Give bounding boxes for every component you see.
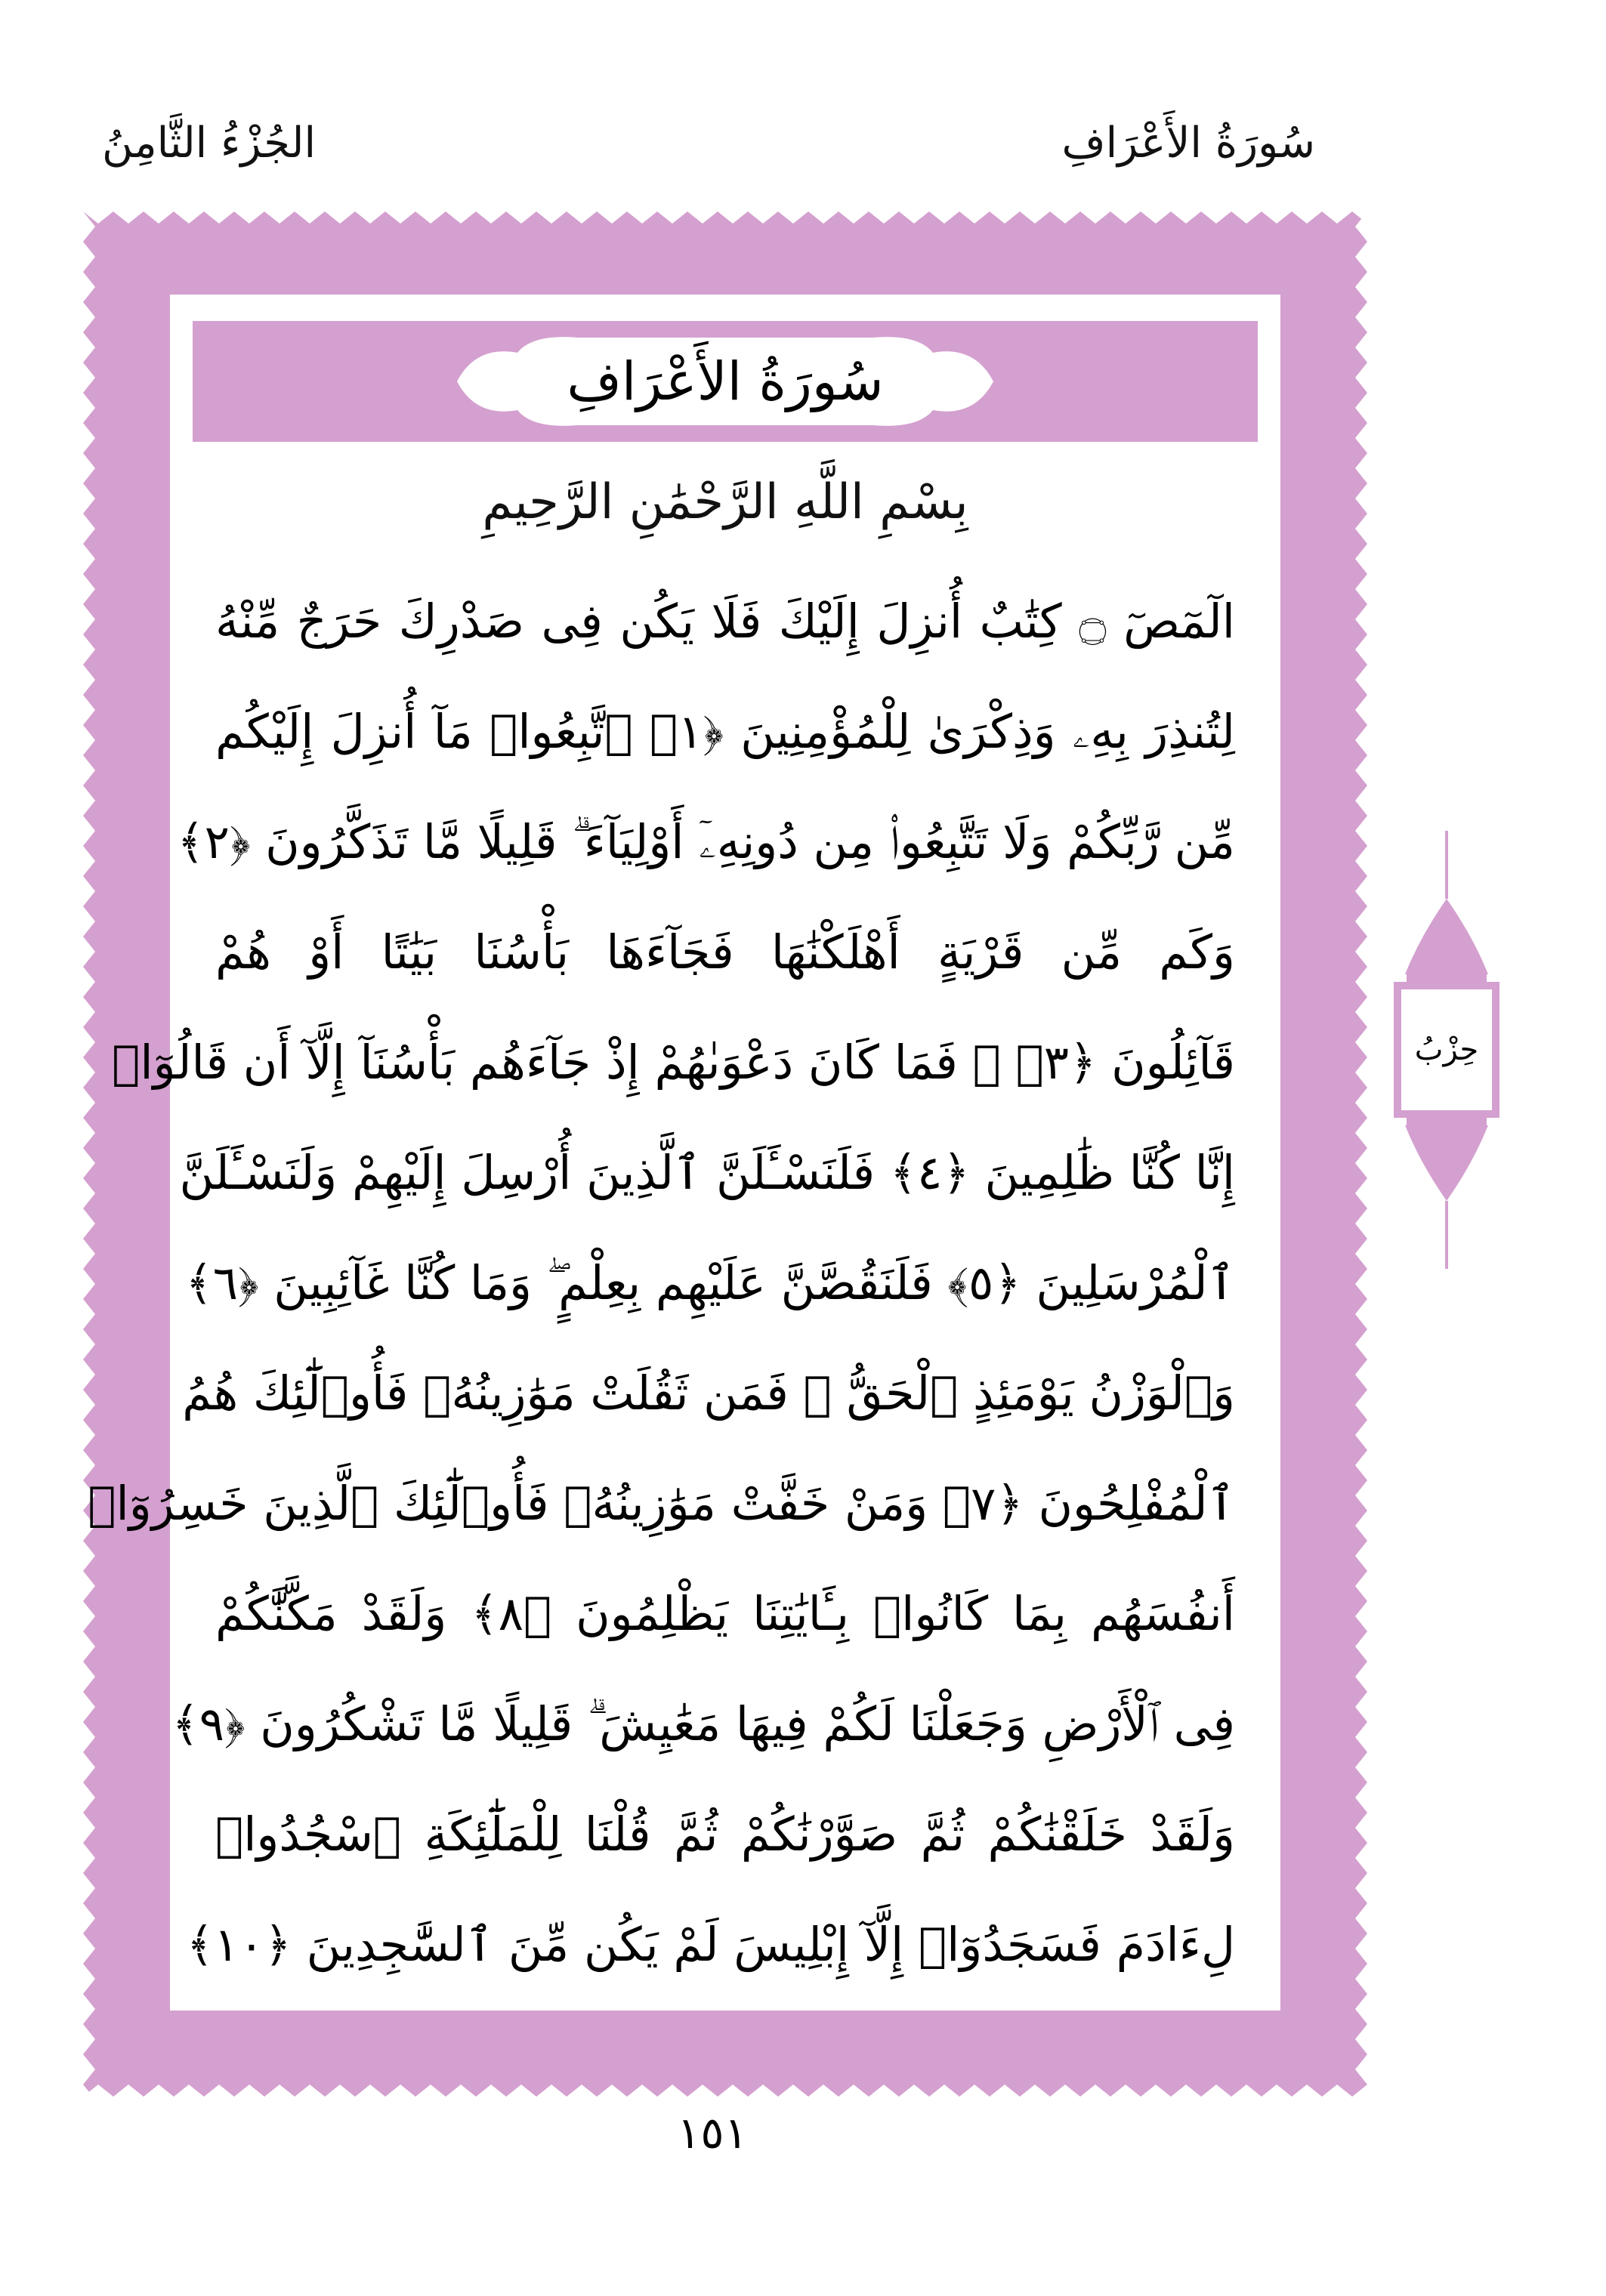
- surah-title-band: [193, 321, 1258, 442]
- frame-edge-notch: [1080, 2085, 1110, 2097]
- frame-edge-notch: [83, 1420, 95, 1450]
- frame-edge-notch: [174, 2085, 204, 2097]
- frame-edge-notch: [174, 211, 204, 224]
- frame-edge-notch: [839, 211, 869, 224]
- frame-edge-notch: [1171, 211, 1201, 224]
- frame-edge-notch: [1355, 1541, 1367, 1571]
- frame-edge-notch: [1141, 2085, 1171, 2097]
- frame-edge-notch: [1355, 937, 1367, 967]
- frame-edge-notch: [83, 604, 95, 634]
- frame-edge-notch: [1355, 695, 1367, 725]
- frame-edge-notch: [83, 695, 95, 725]
- frame-edge-notch: [385, 211, 415, 224]
- verse-line: وَكَم مِّن قَرْيَةٍ أَهْلَكْنَٰهَا فَجَآءَهَا بَأْسُنَا بَيَٰتًا أَوْ هُمْ: [215, 924, 1235, 980]
- frame-edge-notch: [83, 1027, 95, 1057]
- verse-line: لِتُنذِرَ بِهِۦ وَذِكْرَىٰ لِلْمُؤْمِنِينَ ﴿١﴾ ٱتَّبِعُوا۟ مَآ أُنزِلَ إِلَيْكُم: [215, 704, 1235, 759]
- frame-edge-notch: [627, 2085, 657, 2097]
- frame-edge-notch: [1355, 1480, 1367, 1511]
- text-panel: [88, 295, 1280, 2011]
- frame-edge-notch: [1355, 1843, 1367, 1873]
- frame-edge-notch: [83, 785, 95, 816]
- frame-edge-notch: [325, 211, 355, 224]
- frame-edge-notch: [476, 211, 506, 224]
- frame-edge-notch: [1355, 1813, 1367, 1843]
- frame-edge-notch: [1355, 1329, 1367, 1359]
- frame-edge-notch: [83, 634, 95, 665]
- frame-edge-notch: [1355, 242, 1367, 272]
- frame-edge-notch: [83, 2054, 95, 2085]
- frame-edge-notch: [1355, 876, 1367, 906]
- frame-edge-notch: [1355, 1088, 1367, 1118]
- frame-edge-notch: [1355, 1601, 1367, 1631]
- frame-edge-notch: [1231, 2085, 1262, 2097]
- frame-edge-notch: [1355, 1782, 1367, 1813]
- frame-edge-notch: [1355, 604, 1367, 634]
- frame-edge-notch: [657, 2085, 687, 2097]
- frame-edge-notch: [1020, 211, 1050, 224]
- frame-edge-notch: [990, 211, 1020, 224]
- frame-edge-notch: [83, 1088, 95, 1118]
- frame-edge-notch: [83, 937, 95, 967]
- frame-edge-notch: [83, 1964, 95, 1994]
- frame-edge-notch: [83, 1329, 95, 1359]
- frame-edge-notch: [1355, 1299, 1367, 1329]
- frame-edge-notch: [1355, 2054, 1367, 2085]
- frame-edge-notch: [83, 1722, 95, 1752]
- frame-edge-notch: [1292, 211, 1322, 224]
- frame-edge-notch: [536, 2085, 567, 2097]
- frame-edge-notch: [1355, 1752, 1367, 1782]
- hizb-label: حِزْبُ: [1414, 1032, 1479, 1067]
- frame-edge-notch: [1355, 906, 1367, 937]
- frame-edge-notch: [1141, 211, 1171, 224]
- frame-edge-notch: [959, 211, 990, 224]
- frame-edge-notch: [264, 2085, 295, 2097]
- frame-edge-notch: [385, 2085, 415, 2097]
- frame-edge-notch: [83, 242, 95, 272]
- frame-edge-notch: [597, 211, 627, 224]
- frame-edge-notch: [83, 1239, 95, 1269]
- frame-edge-notch: [83, 363, 95, 393]
- frame-edge-notch: [1355, 1631, 1367, 1662]
- frame-edge-notch: [1201, 2085, 1231, 2097]
- frame-edge-notch: [83, 1057, 95, 1088]
- frame-edge-notch: [1355, 1511, 1367, 1541]
- frame-edge-notch: [83, 2024, 95, 2054]
- frame-edge-notch: [204, 211, 234, 224]
- frame-edge-notch: [83, 967, 95, 997]
- frame-edge-notch: [1355, 423, 1367, 453]
- frame-edge-notch: [1355, 1148, 1367, 1178]
- verse-line: الٓمٓصٓ ۝ كِتَٰبٌ أُنزِلَ إِلَيْكَ فَلَا يَكُن فِى صَدْرِكَ حَرَجٌ مِّنْهُ: [215, 594, 1235, 649]
- frame-edge-notch: [446, 2085, 476, 2097]
- frame-edge-notch: [1355, 1390, 1367, 1420]
- frame-edge-notch: [567, 2085, 597, 2097]
- frame-edge-notch: [869, 2085, 899, 2097]
- frame-edge-notch: [234, 2085, 264, 2097]
- frame-edge-notch: [83, 1873, 95, 1903]
- frame-edge-notch: [506, 211, 536, 224]
- frame-edge-notch: [83, 1148, 95, 1178]
- frame-edge-notch: [1355, 1118, 1367, 1148]
- verse-line: لِءَادَمَ فَسَجَدُوٓا۟ إِلَّآ إِبْلِيسَ لَمْ يَكُن مِّنَ ٱلسَّٰجِدِينَ ﴿١٠﴾: [186, 1917, 1235, 1972]
- verse-line: قَآئِلُونَ ﴿٣﴾ ۞ فَمَا كَانَ دَعْوَىٰهُمْ إِذْ جَآءَهُم بَأْسُنَآ إِلَّآ أَن قَالُوٓا۟: [112, 1035, 1235, 1090]
- frame-edge-notch: [1355, 1359, 1367, 1390]
- verse-line: مِّن رَّبِّكُمْ وَلَا تَتَّبِعُوا۟ مِن دُونِهِۦٓ أَوْلِيَآءَ ۗ قَلِيلًا مَّا تَذَكَّرُونَ ﴿٢﴾: [177, 814, 1235, 869]
- basmala: بِسْمِ اللَّهِ الرَّحْمَٰنِ الرَّحِيمِ: [482, 474, 968, 530]
- frame-edge-notch: [83, 665, 95, 695]
- frame-edge-notch: [83, 1933, 95, 1964]
- frame-edge-notch: [929, 211, 959, 224]
- frame-edge-notch: [1355, 393, 1367, 423]
- frame-edge-notch: [264, 211, 295, 224]
- frame-edge-notch: [1355, 1994, 1367, 2024]
- frame-edge-notch: [1355, 1964, 1367, 1994]
- frame-edge-notch: [295, 2085, 325, 2097]
- frame-edge-notch: [808, 211, 839, 224]
- frame-edge-notch: [1355, 1450, 1367, 1480]
- frame-edge-notch: [204, 2085, 234, 2097]
- frame-edge-notch: [83, 876, 95, 906]
- frame-edge-notch: [506, 2085, 536, 2097]
- frame-edge-notch: [83, 1813, 95, 1843]
- frame-edge-notch: [1201, 211, 1231, 224]
- frame-edge-notch: [83, 1208, 95, 1239]
- frame-edge-notch: [808, 2085, 839, 2097]
- frame-edge-notch: [718, 2085, 748, 2097]
- frame-edge-notch: [1110, 2085, 1141, 2097]
- frame-edge-notch: [778, 2085, 808, 2097]
- frame-edge-notch: [83, 302, 95, 332]
- juz-header: الجُزْءُ الثَّامِنُ: [102, 119, 317, 168]
- frame-edge-notch: [597, 2085, 627, 2097]
- frame-edge-notch: [1355, 725, 1367, 755]
- frame-edge-notch: [899, 2085, 929, 2097]
- frame-edge-notch: [1262, 2085, 1292, 2097]
- frame-edge-notch: [748, 2085, 778, 2097]
- verse-line: ٱلْمُرْسَلِينَ ﴿٥﴾ فَلَنَقُصَّنَّ عَلَيْهِم بِعِلْمٍ ۖ وَمَا كُنَّا غَآئِبِينَ ﴿٦﴾: [185, 1255, 1235, 1310]
- frame-edge-notch: [959, 2085, 990, 2097]
- frame-edge-notch: [83, 846, 95, 876]
- frame-edge-notch: [83, 1299, 95, 1329]
- frame-edge-notch: [83, 423, 95, 453]
- frame-edge-notch: [83, 1359, 95, 1390]
- verse-lines: [88, 566, 1235, 2000]
- frame-edge-notch: [1322, 211, 1352, 224]
- frame-edge-notch: [1322, 2085, 1352, 2097]
- frame-edge-notch: [83, 1390, 95, 1420]
- frame-edge-notch: [83, 483, 95, 514]
- frame-edge-notch: [1355, 574, 1367, 604]
- frame-edge-notch: [83, 272, 95, 302]
- verse-line: أَنفُسَهُم بِمَا كَانُوا۟ بِـَٔايَٰتِنَا يَظْلِمُونَ ﴿٨﴾ وَلَقَدْ مَكَّنَّٰكُمْ: [215, 1586, 1235, 1641]
- surah-header: سُورَةُ الأَعْرَافِ: [1061, 119, 1315, 168]
- frame-edge-notch: [83, 725, 95, 755]
- frame-edge-notch: [1355, 816, 1367, 846]
- frame-edge-notch: [83, 453, 95, 483]
- frame-edge-notch: [83, 1752, 95, 1782]
- frame-edge-notch: [144, 2085, 174, 2097]
- frame-edge-notch: [1355, 332, 1367, 363]
- frame-edge-notch: [778, 211, 808, 224]
- frame-edge-notch: [415, 211, 446, 224]
- frame-edge-notch: [929, 2085, 959, 2097]
- frame-edge-notch: [83, 755, 95, 785]
- frame-edge-notch: [83, 1692, 95, 1722]
- frame-edge-notch: [295, 211, 325, 224]
- frame-edge-notch: [1355, 1208, 1367, 1239]
- frame-edge-notch: [1355, 1662, 1367, 1692]
- frame-edge-notch: [1080, 211, 1110, 224]
- frame-edge-notch: [839, 2085, 869, 2097]
- frame-edge-notch: [83, 1178, 95, 1208]
- frame-edge-notch: [355, 211, 385, 224]
- frame-edge-notch: [1355, 1178, 1367, 1208]
- frame-edge-notch: [718, 211, 748, 224]
- frame-edge-notch: [446, 211, 476, 224]
- verse-line: وَٱلْوَزْنُ يَوْمَئِذٍ ٱلْحَقُّ ۚ فَمَن ثَقُلَتْ مَوَٰزِينُهُۥ فَأُو۟لَٰٓئِكَ هُمُ: [182, 1366, 1235, 1421]
- frame-edge-notch: [415, 2085, 446, 2097]
- frame-edge-notch: [1355, 1239, 1367, 1269]
- frame-edge-notch: [1050, 2085, 1080, 2097]
- frame-edge-notch: [657, 211, 687, 224]
- frame-edge-notch: [687, 2085, 718, 2097]
- verse-line: فِى ٱلْأَرْضِ وَجَعَلْنَا لَكُمْ فِيهَا مَعَٰيِشَ ۗ قَلِيلًا مَّا تَشْكُرُونَ ﴿٩﴾: [171, 1696, 1235, 1751]
- frame-edge-notch: [1355, 755, 1367, 785]
- frame-edge-notch: [1355, 846, 1367, 876]
- frame-edge-notch: [1355, 665, 1367, 695]
- frame-edge-notch: [899, 211, 929, 224]
- frame-edge-notch: [83, 1843, 95, 1873]
- verse-line: وَلَقَدْ خَلَقْنَٰكُمْ ثُمَّ صَوَّرْنَٰكُمْ ثُمَّ قُلْنَا لِلْمَلَٰٓئِكَةِ ٱسْجُدُوا۟: [215, 1807, 1235, 1862]
- surah-title: سُورَةُ الأَعْرَافِ: [567, 350, 884, 412]
- frame-edge-notch: [567, 211, 597, 224]
- frame-edge-notch: [687, 211, 718, 224]
- frame-edge-notch: [83, 1571, 95, 1601]
- frame-edge-notch: [83, 1631, 95, 1662]
- frame-edge-notch: [83, 332, 95, 363]
- frame-edge-notch: [1355, 1571, 1367, 1601]
- frame-edge-notch: [83, 997, 95, 1027]
- frame-edge-notch: [1292, 2085, 1322, 2097]
- frame-edge-notch: [83, 816, 95, 846]
- page-frame: [83, 211, 1367, 2097]
- frame-edge-notch: [144, 211, 174, 224]
- frame-edge-notch: [1050, 211, 1080, 224]
- frame-edge-notch: [869, 211, 899, 224]
- frame-edge-notch: [83, 1601, 95, 1631]
- frame-edge-notch: [1355, 1057, 1367, 1088]
- frame-edge-notch: [83, 1269, 95, 1299]
- frame-edge-notch: [627, 211, 657, 224]
- frame-edge-notch: [1355, 1722, 1367, 1752]
- frame-edge-notch: [113, 2085, 144, 2097]
- frame-edge-notch: [83, 544, 95, 574]
- frame-edge-notch: [1171, 2085, 1201, 2097]
- frame-edge-notch: [1355, 544, 1367, 574]
- frame-edge-notch: [1355, 1903, 1367, 1933]
- frame-edge-notch: [83, 393, 95, 423]
- frame-edge-notch: [83, 1903, 95, 1933]
- frame-edge-notch: [1020, 2085, 1050, 2097]
- frame-edge-notch: [990, 2085, 1020, 2097]
- page-number: ١٥١: [677, 2107, 748, 2159]
- frame-edge-notch: [234, 211, 264, 224]
- frame-edge-notch: [83, 574, 95, 604]
- frame-edge-notch: [83, 1118, 95, 1148]
- frame-edge-notch: [83, 906, 95, 937]
- frame-edge-notch: [83, 1662, 95, 1692]
- frame-edge-notch: [83, 1782, 95, 1813]
- frame-edge-notch: [113, 211, 144, 224]
- frame-edge-notch: [1355, 785, 1367, 816]
- verse-line: ٱلْمُفْلِحُونَ ﴿٧﴾ وَمَنْ خَفَّتْ مَوَٰزِينُهُۥ فَأُو۟لَٰٓئِكَ ٱلَّذِينَ خَسِرُوٓا۟: [88, 1476, 1235, 1531]
- frame-edge-notch: [83, 1994, 95, 2024]
- frame-edge-notch: [355, 2085, 385, 2097]
- frame-edge-notch: [1355, 514, 1367, 544]
- frame-edge-notch: [1355, 1933, 1367, 1964]
- frame-edge-notch: [1231, 211, 1262, 224]
- frame-edge-notch: [1355, 302, 1367, 332]
- frame-edge-notch: [1262, 211, 1292, 224]
- frame-edge-notch: [1355, 997, 1367, 1027]
- verse-line: إِنَّا كُنَّا ظَٰلِمِينَ ﴿٤﴾ فَلَنَسْـَٔلَنَّ ٱلَّذِينَ أُرْسِلَ إِلَيْهِمْ وَلَنَسْـَٔلَنَّ: [179, 1145, 1235, 1200]
- frame-edge-notch: [1355, 2024, 1367, 2054]
- frame-edge-notch: [1355, 1027, 1367, 1057]
- frame-edge-notch: [1355, 363, 1367, 393]
- frame-edge-notch: [1355, 967, 1367, 997]
- frame-edge-notch: [536, 211, 567, 224]
- surah-title-cartouche: [404, 330, 1046, 433]
- frame-edge-notch: [1355, 1420, 1367, 1450]
- frame-edge-notch: [748, 211, 778, 224]
- frame-edge-notch: [1355, 1873, 1367, 1903]
- frame-edge-notch: [1110, 211, 1141, 224]
- frame-edge-notch: [83, 514, 95, 544]
- frame-edge-notch: [1355, 1692, 1367, 1722]
- hizb-marker: [1390, 831, 1503, 1269]
- frame-edge-notch: [476, 2085, 506, 2097]
- frame-edge-notch: [1355, 1269, 1367, 1299]
- frame-edge-notch: [325, 2085, 355, 2097]
- frame-edge-notch: [1355, 453, 1367, 483]
- frame-edge-notch: [1355, 272, 1367, 302]
- frame-edge-notch: [1355, 634, 1367, 665]
- frame-edge-notch: [1355, 483, 1367, 514]
